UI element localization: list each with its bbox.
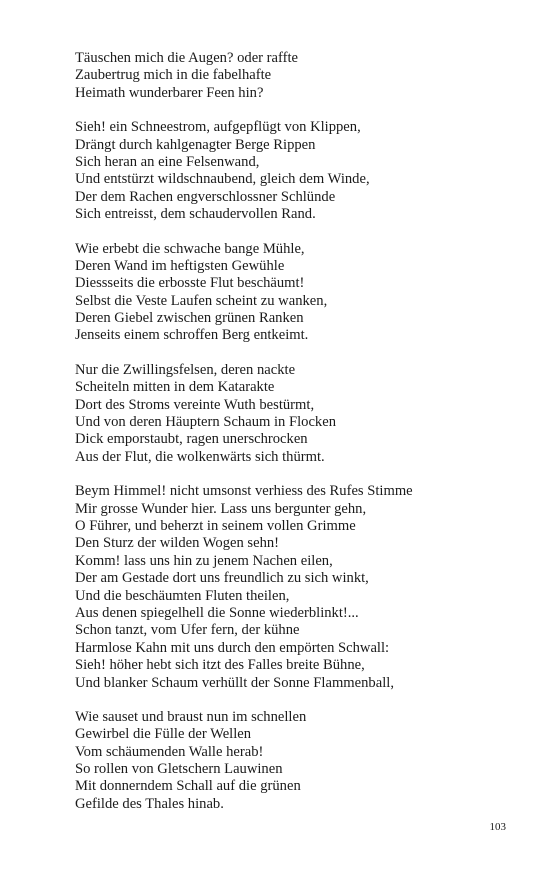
poem-line: Aus denen spiegelhell die Sonne wiederblinkt!... — [75, 604, 359, 621]
poem-line: Täuschen mich die Augen? oder raffte — [75, 50, 299, 66]
poem-line: Und die beschäumten Fluten theilen, — [75, 587, 290, 604]
poem-line: Deren Giebel zwischen grünen Ranken — [75, 310, 304, 327]
poem-line: Aus der Flut, die wolkenwärts sich thürmt. — [75, 448, 325, 465]
poem-line: O Führer, und beherzt in seinem vollen Grimme — [75, 517, 356, 534]
poem-line: Der dem Rachen engverschlossner Schlünde — [75, 188, 336, 205]
poem-line: Wie erbebt die schwache bange Mühle, — [75, 240, 305, 257]
poem-text — [75, 50, 515, 830]
poem-line: Gefilde des Thales hinab. — [75, 795, 224, 812]
poem-line: Harmlose Kahn mit uns durch den empörten Schwall: — [75, 639, 390, 656]
poem-line: Mir grosse Wunder hier. Lass uns bergunter gehn, — [75, 500, 367, 517]
poem-line: Und von deren Häuptern Schaum in Flocken — [75, 414, 337, 431]
poem-line: Heimath wunderbarer Feen hin? — [75, 84, 264, 101]
poem-line: Drängt durch kahlgenagter Berge Rippen — [75, 136, 316, 153]
poem-line: Komm! lass uns hin zu jenem Nachen eilen, — [75, 552, 333, 569]
stanza — [75, 50, 515, 102]
stanza — [75, 709, 515, 813]
poem-line: Scheiteln mitten in dem Katarakte — [75, 379, 275, 396]
poem-line: Gewirbel die Fülle der Wellen — [75, 726, 252, 743]
poem-line: Der am Gestade dort uns freundlich zu sich winkt, — [75, 570, 369, 587]
poem-line: Deren Wand im heftigsten Gewühle — [75, 257, 285, 274]
poem-line: Sieh! ein Schneestrom, aufgepflügt von Klippen, — [75, 119, 361, 136]
stanza — [75, 483, 515, 692]
stanza — [75, 362, 515, 466]
poem-line: Den Sturz der wilden Wogen sehn! — [75, 535, 280, 552]
poem-line: Sieh! höher hebt sich itzt des Falles breite Bühne, — [75, 657, 365, 674]
stanza — [75, 119, 515, 223]
poem-line: Diessseits die erbosste Flut beschäumt! — [75, 275, 305, 292]
stanza — [75, 241, 515, 345]
poem-line: Und blanker Schaum verhüllt der Sonne Flammenball, — [75, 674, 394, 691]
poem-line: Und entstürzt wildschnaubend, gleich dem Winde, — [75, 171, 370, 188]
poem-line: Dort des Stroms vereinte Wuth bestürmt, — [75, 396, 315, 413]
poem-line: Schon tanzt, vom Ufer fern, der kühne — [75, 622, 300, 639]
poem-line: Dick emporstaubt, ragen unerschrocken — [75, 431, 308, 448]
poem-line: Mit donnerndem Schall auf die grünen — [75, 778, 301, 795]
poem-line: Sich heran an eine Felsenwand, — [75, 153, 260, 170]
poem-line: Beym Himmel! nicht umsonst verhiess des Rufes Stimme — [75, 483, 413, 500]
poem-line: Zaubertrug mich in die fabelhafte — [75, 67, 272, 84]
poem-line: So rollen von Gletschern Lauwinen — [75, 761, 283, 778]
poem-line: Vom schäumenden Walle herab! — [75, 743, 264, 760]
poem-line: Jenseits einem schroffen Berg entkeimt. — [75, 327, 309, 344]
page-number: 103 — [489, 821, 506, 833]
poem-line: Nur die Zwillingsfelsen, deren nackte — [75, 361, 296, 378]
poem-line: Sich entreisst, dem schaudervollen Rand. — [75, 206, 316, 223]
poem-line: Selbst die Veste Laufen scheint zu wanken, — [75, 292, 328, 309]
poem-line: Wie sauset und braust nun im schnellen — [75, 708, 307, 725]
